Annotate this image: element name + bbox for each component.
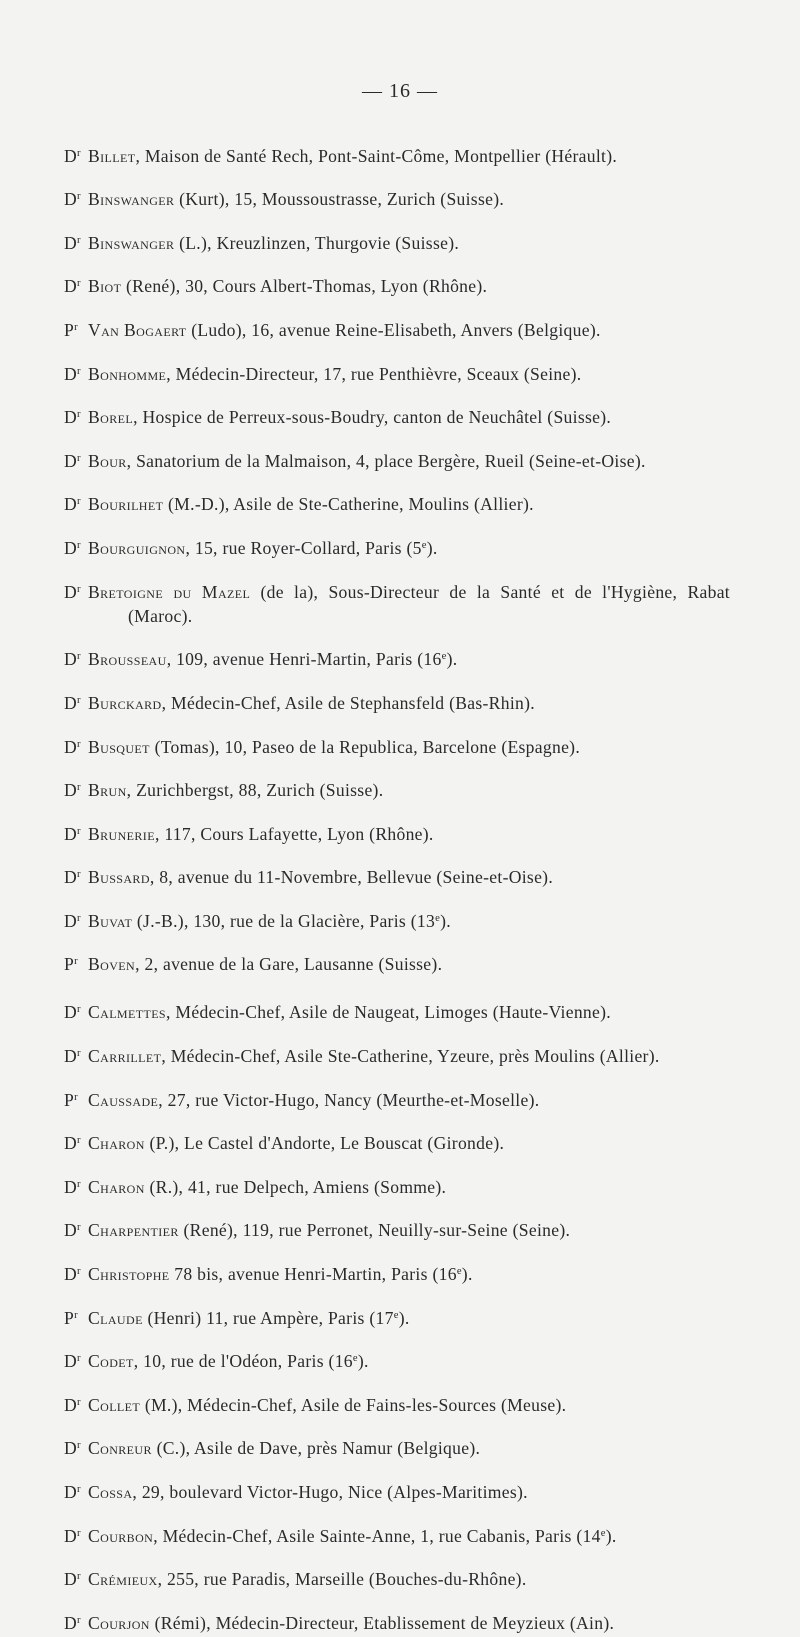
directory-entry <box>64 1304 730 1330</box>
directory-entry <box>64 403 730 429</box>
title-letter: D <box>64 1002 78 1023</box>
entry-title <box>64 1042 88 1068</box>
entry-address: , 27, rue Victor-Hugo, Nancy (Meurthe-et-Moselle). <box>158 1089 540 1110</box>
title-suffix: r <box>74 1091 78 1103</box>
entry-title <box>64 907 88 933</box>
directory-entry <box>64 689 730 715</box>
title-letter: D <box>64 537 78 558</box>
entry-title <box>64 689 88 715</box>
entry-name: Conreur <box>88 1438 152 1459</box>
entry-address: , 29, boulevard Victor-Hugo, Nice (Alpes-Maritimes). <box>132 1481 528 1502</box>
title-suffix: r <box>77 191 81 203</box>
directory-entry <box>64 1086 730 1112</box>
title-letter: D <box>64 363 78 384</box>
entry-address: , Sanatorium de la Malmaison, 4, place Bergère, Rueil (Seine-et-Oise). <box>126 450 646 471</box>
entry-name: Charon <box>88 1133 145 1154</box>
title-suffix: r <box>77 694 81 706</box>
entry-address: , Zurichbergst, 88, Zurich (Suisse). <box>126 779 384 800</box>
entry-address: , Médecin-Directeur, 17, rue Penthièvre, Sceaux (Seine). <box>166 363 582 384</box>
entry-name: Brunerie <box>88 823 155 844</box>
directory-entry <box>64 142 730 168</box>
directory-entry <box>64 1042 730 1068</box>
directory-entry <box>64 360 730 386</box>
entry-title <box>64 1260 88 1286</box>
title-letter: D <box>64 1525 78 1546</box>
title-letter: D <box>64 1569 78 1589</box>
entry-name: Binswanger <box>88 232 175 253</box>
ordinal-suffix: e <box>600 1527 606 1539</box>
entry-title <box>64 1173 88 1199</box>
entry-address: , 8, avenue du 11-Novembre, Bellevue (Seine-et-Oise). <box>149 867 554 888</box>
entry-address: (Henri) 11, rue Ampère, Paris (17 <box>142 1307 394 1328</box>
entry-name: Brun <box>88 779 127 800</box>
title-suffix: r <box>77 147 81 159</box>
entry-title <box>64 863 88 889</box>
title-suffix: r <box>77 234 81 246</box>
directory-entry <box>64 863 730 889</box>
entry-name: Caussade <box>88 1089 159 1110</box>
entry-name: Biot <box>88 276 122 297</box>
entry-address: (René), 119, rue Perronet, Neuilly-sur-Seine (Seine). <box>178 1220 571 1241</box>
entry-address: , 117, Cours Lafayette, Lyon (Rhône). <box>154 823 434 844</box>
entry-name: Buvat <box>88 910 133 931</box>
entry-name: Christophe <box>88 1263 170 1284</box>
entry-address: , 2, avenue de la Gare, Lausanne (Suisse). <box>135 954 443 975</box>
title-letter: D <box>64 692 78 713</box>
ordinal-suffix: e <box>393 1309 399 1321</box>
directory-entry <box>64 645 730 671</box>
entry-address: (M.-D.), Asile de Ste-Catherine, Moulins (Allier). <box>163 494 534 515</box>
entry-closing: ). <box>398 1307 410 1328</box>
title-suffix: r <box>77 583 81 595</box>
entry-title <box>64 185 88 211</box>
directory-entry <box>64 578 730 628</box>
entry-closing: ). <box>426 537 438 558</box>
entry-address: (L.), Kreuzlinzen, Thurgovie (Suisse). <box>174 232 460 253</box>
directory-entry <box>64 1522 730 1548</box>
entry-address: , Médecin-Chef, Asile Ste-Catherine, Yzeure, près Moulins (Allier). <box>161 1045 660 1066</box>
title-letter: P <box>64 1307 75 1328</box>
entry-group <box>64 998 730 1634</box>
page-number: — 16 — <box>362 80 438 102</box>
directory-entry <box>64 272 730 298</box>
entry-address: , Médecin-Chef, Asile de Stephansfeld (Bas-Rhin). <box>161 692 535 713</box>
directory-entry <box>64 1347 730 1373</box>
title-letter: D <box>64 188 78 209</box>
entry-name: Van Bogaert <box>88 319 187 340</box>
entry-address: , Hospice de Perreux-sous-Boudry, canton de Neuchâtel (Suisse). <box>133 406 612 427</box>
entry-title <box>64 1565 88 1591</box>
title-suffix: r <box>77 1571 81 1583</box>
title-letter: D <box>64 145 78 166</box>
entry-address: (P.), Le Castel d'Andorte, Le Bouscat (Gironde). <box>144 1133 505 1154</box>
entry-title <box>64 447 88 473</box>
entry-address: (M.), Médecin-Chef, Asile de Fains-les-Sources (Meuse). <box>140 1394 567 1415</box>
title-suffix: r <box>77 365 81 377</box>
entry-name: Courbon <box>88 1525 154 1546</box>
entry-name: Carrillet <box>88 1045 162 1066</box>
directory-entry <box>64 1565 730 1591</box>
ordinal-suffix: e <box>352 1353 358 1365</box>
entry-title <box>64 272 88 298</box>
entry-title <box>64 316 88 342</box>
title-suffix: r <box>77 1222 81 1234</box>
directory-entry <box>64 1129 730 1155</box>
title-letter: D <box>64 1481 78 1502</box>
directory-list <box>64 124 730 1637</box>
entry-address: , 255, rue Paradis, Marseille (Bouches-du-Rhône). <box>157 1569 527 1589</box>
title-letter: D <box>64 649 78 670</box>
directory-entry <box>64 733 730 759</box>
entry-name: Courjon <box>88 1612 150 1633</box>
entry-title <box>64 820 88 846</box>
title-letter: D <box>64 1263 78 1284</box>
entry-name: Charon <box>88 1176 145 1197</box>
title-letter: D <box>64 581 78 602</box>
entry-address: (J.-B.), 130, rue de la Glacière, Paris (13 <box>132 910 436 931</box>
entry-title <box>64 403 88 429</box>
title-letter: D <box>64 276 78 297</box>
title-suffix: r <box>77 912 81 924</box>
directory-entry <box>64 1173 730 1199</box>
entry-title <box>64 998 88 1024</box>
entry-address: (Tomas), 10, Paseo de la Republica, Barcelone (Espagne). <box>149 736 581 757</box>
directory-entry <box>64 907 730 933</box>
title-letter: D <box>64 1612 78 1633</box>
title-suffix: r <box>77 1527 81 1539</box>
title-letter: D <box>64 450 78 471</box>
entry-title <box>64 1216 88 1242</box>
entry-name: Codet <box>88 1351 134 1372</box>
entry-address: , 109, avenue Henri-Martin, Paris (16 <box>166 649 442 670</box>
entry-closing: ). <box>446 649 458 670</box>
entry-address: , Maison de Santé Rech, Pont-Saint-Côme, Montpellier (Hérault). <box>135 145 618 166</box>
title-suffix: r <box>77 825 81 837</box>
directory-entry <box>64 185 730 211</box>
entry-name: Cossa <box>88 1481 133 1502</box>
entry-address: (Rémi), Médecin-Directeur, Etablissement de Meyzieux (Ain). <box>149 1612 615 1633</box>
entry-title <box>64 578 88 604</box>
title-suffix: r <box>77 738 81 750</box>
directory-entry <box>64 998 730 1024</box>
title-suffix: r <box>77 1353 81 1365</box>
directory-entry <box>64 950 730 976</box>
entry-title <box>64 142 88 168</box>
title-letter: D <box>64 1351 78 1372</box>
entry-name: Burckard <box>88 692 162 713</box>
directory-entry <box>64 490 730 516</box>
directory-entry <box>64 447 730 473</box>
entry-name: Claude <box>88 1307 143 1328</box>
directory-entry <box>64 1260 730 1286</box>
title-letter: D <box>64 736 78 757</box>
directory-entry <box>64 820 730 846</box>
entry-name: Boven <box>88 954 136 975</box>
entry-group <box>64 142 730 977</box>
entry-name: Busquet <box>88 736 150 757</box>
title-letter: D <box>64 1394 78 1415</box>
title-letter: D <box>64 910 78 931</box>
entry-address: (Kurt), 15, Moussoustrasse, Zurich (Suisse). <box>174 188 505 209</box>
ordinal-suffix: e <box>435 912 441 924</box>
title-suffix: r <box>77 1048 81 1060</box>
directory-entry <box>64 1216 730 1242</box>
directory-entry <box>64 1609 730 1635</box>
title-suffix: r <box>77 409 81 421</box>
entry-title <box>64 534 88 560</box>
entry-title <box>64 1391 88 1417</box>
entry-name: Bretoigne du Mazel <box>88 581 251 602</box>
entry-title <box>64 1129 88 1155</box>
ordinal-suffix: e <box>421 539 427 551</box>
title-letter: D <box>64 494 78 515</box>
entry-name: Charpentier <box>88 1220 179 1241</box>
title-suffix: r <box>77 1614 81 1626</box>
title-letter: P <box>64 1089 75 1110</box>
entry-address: (de la), Sous-Directeur de la Santé et de l'Hygiène, Rabat (Maroc). <box>128 581 730 626</box>
entry-name: Borel <box>88 406 134 427</box>
title-suffix: r <box>77 1396 81 1408</box>
entry-address: (René), 30, Cours Albert-Thomas, Lyon (Rhône). <box>121 276 488 297</box>
directory-entry <box>64 316 730 342</box>
title-suffix: r <box>77 782 81 794</box>
title-letter: D <box>64 779 78 800</box>
entry-title <box>64 360 88 386</box>
entry-title <box>64 1522 88 1548</box>
entry-name: Brousseau <box>88 649 167 670</box>
title-letter: D <box>64 232 78 253</box>
title-suffix: r <box>77 1440 81 1452</box>
entry-title <box>64 776 88 802</box>
title-suffix: r <box>77 1178 81 1190</box>
entry-title <box>64 490 88 516</box>
entry-title <box>64 1609 88 1635</box>
ordinal-suffix: e <box>441 651 447 663</box>
title-suffix: r <box>77 1266 81 1278</box>
title-suffix: r <box>74 321 78 333</box>
entry-address: , Médecin-Chef, Asile de Naugeat, Limoges (Haute-Vienne). <box>166 1002 611 1023</box>
entry-title <box>64 1304 88 1330</box>
title-letter: P <box>64 954 75 975</box>
entry-closing: ). <box>440 910 451 931</box>
title-suffix: r <box>77 651 81 663</box>
title-letter: D <box>64 1133 78 1154</box>
title-suffix: r <box>77 278 81 290</box>
title-letter: D <box>64 1045 78 1066</box>
entry-name: Bour <box>88 450 127 471</box>
directory-entry <box>64 1478 730 1504</box>
entry-closing: ). <box>605 1525 617 1546</box>
entry-address: , 15, rue Royer-Collard, Paris (5 <box>185 537 422 558</box>
entry-address: (C.), Asile de Dave, près Namur (Belgique). <box>151 1438 481 1459</box>
title-suffix: r <box>77 539 81 551</box>
title-suffix: r <box>77 452 81 464</box>
entry-name: Calmettes <box>88 1002 166 1023</box>
title-letter: D <box>64 1438 78 1459</box>
title-letter: D <box>64 867 78 888</box>
entry-name: Bussard <box>88 867 150 888</box>
directory-entry <box>64 534 730 560</box>
entry-title <box>64 1478 88 1504</box>
title-letter: D <box>64 406 78 427</box>
title-suffix: r <box>77 496 81 508</box>
title-letter: D <box>64 823 78 844</box>
entry-address: 78 bis, avenue Henri-Martin, Paris (16 <box>169 1263 457 1284</box>
entry-title <box>64 1086 88 1112</box>
title-letter: P <box>64 319 75 340</box>
title-suffix: r <box>77 1004 81 1016</box>
entry-name: Billet <box>88 145 136 166</box>
title-suffix: r <box>77 1135 81 1147</box>
directory-entry <box>64 776 730 802</box>
entry-title <box>64 229 88 255</box>
title-suffix: r <box>74 956 78 968</box>
title-suffix: r <box>77 1484 81 1496</box>
entry-closing: ). <box>357 1351 369 1372</box>
entry-title <box>64 645 88 671</box>
entry-closing: ). <box>461 1263 473 1284</box>
entry-address: (R.), 41, rue Delpech, Amiens (Somme). <box>144 1176 447 1197</box>
entry-address: , Médecin-Chef, Asile Sainte-Anne, 1, rue Cabanis, Paris (14 <box>153 1525 601 1546</box>
directory-entry <box>64 229 730 255</box>
directory-entry <box>64 1434 730 1460</box>
entry-name: Binswanger <box>88 188 175 209</box>
entry-title <box>64 733 88 759</box>
title-suffix: r <box>77 869 81 881</box>
entry-name: Bonhomme <box>88 363 167 384</box>
ordinal-suffix: e <box>456 1266 462 1278</box>
entry-title <box>64 1347 88 1373</box>
title-letter: D <box>64 1220 78 1241</box>
entry-name: Bourguignon <box>88 537 186 558</box>
entry-title <box>64 950 88 976</box>
entry-name: Crémieux <box>88 1569 158 1589</box>
title-suffix: r <box>74 1309 78 1321</box>
entry-address: (Ludo), 16, avenue Reine-Elisabeth, Anvers (Belgique). <box>186 319 601 340</box>
directory-entry <box>64 1391 730 1417</box>
entry-title <box>64 1434 88 1460</box>
title-letter: D <box>64 1176 78 1197</box>
entry-name: Bourilhet <box>88 494 164 515</box>
entry-address: , 10, rue de l'Odéon, Paris (16 <box>133 1351 353 1372</box>
entry-name: Collet <box>88 1394 141 1415</box>
